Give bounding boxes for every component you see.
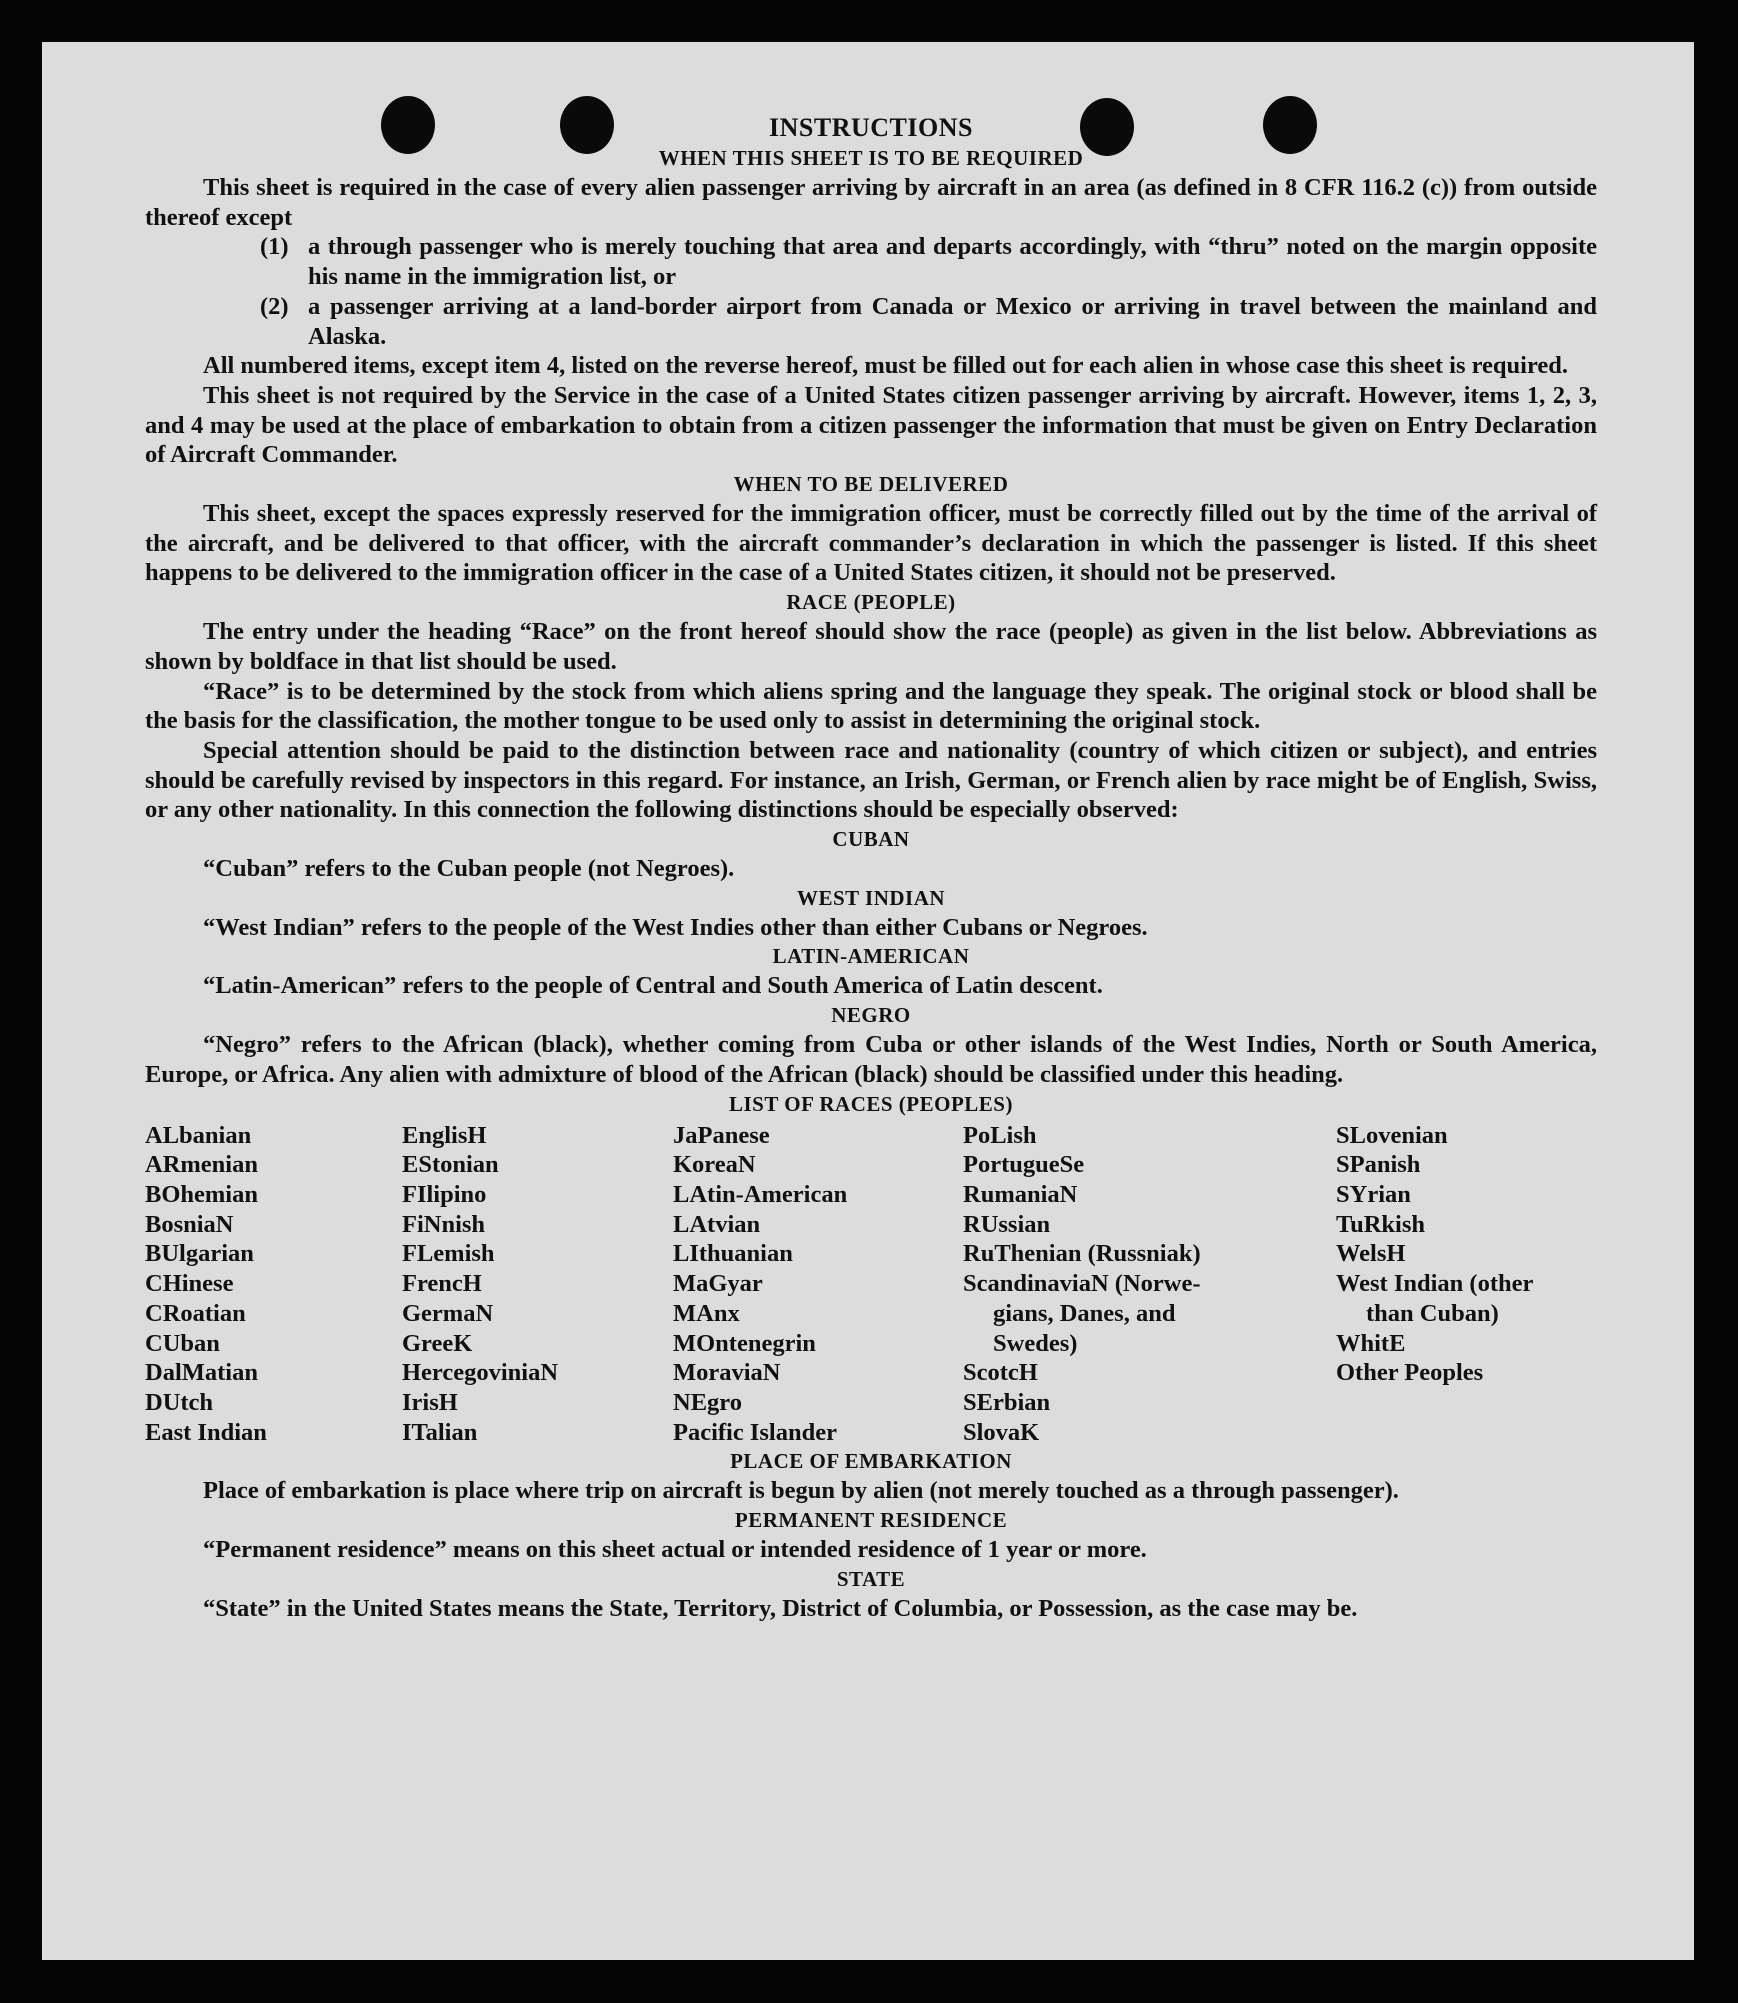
race-entry: BosniaN bbox=[145, 1210, 234, 1238]
paragraph: “Permanent residence” means on this sheet actual or intended residence of 1 year or more. bbox=[203, 1536, 1147, 1564]
paragraph: This sheet is required in the case of every alien passenger arriving by aircraft in an area (as defined in 8 CFR 116.2 (c)) from outside thereof except bbox=[145, 174, 1597, 231]
race-entry: RumaniaN bbox=[963, 1180, 1078, 1208]
section-heading: PLACE OF EMBARKATION bbox=[730, 1449, 1012, 1474]
race-entry: JaPanese bbox=[673, 1121, 770, 1149]
paragraph: “Negro” refers to the African (black), whether coming from Cuba or other islands of the West Indies, North or South America, Europe, or Africa. Any alien with admixture of blood of the African (black) should be classified under this heading. bbox=[145, 1031, 1597, 1088]
race-entry: CHinese bbox=[145, 1270, 234, 1298]
race-entry: than Cuban) bbox=[1366, 1299, 1499, 1327]
race-entry: IrisH bbox=[402, 1388, 458, 1416]
race-entry: FLemish bbox=[402, 1240, 495, 1268]
paragraph: All numbered items, except item 4, listed on the reverse hereof, must be filled out for each alien in whose case this sheet is required. bbox=[203, 352, 1569, 380]
section-heading: RACE (PEOPLE) bbox=[786, 590, 956, 615]
paragraph: “Race” is to be determined by the stock from which aliens spring and the language they speak. The original stock or blood shall be the basis for the classification, the mother tongue to be used only to assist in determining the original stock. bbox=[145, 677, 1597, 735]
race-entry: ScotcH bbox=[963, 1359, 1038, 1387]
race-entry: PoLish bbox=[963, 1121, 1037, 1149]
races-column bbox=[402, 1121, 673, 1448]
section-heading: LIST OF RACES (PEOPLES) bbox=[729, 1091, 1013, 1116]
race-entry: BUlgarian bbox=[145, 1240, 254, 1268]
race-entry: NEgro bbox=[673, 1388, 742, 1416]
race-entry: ALbanian bbox=[145, 1121, 252, 1149]
race-entry: SPanish bbox=[1336, 1151, 1421, 1179]
race-entry: CUban bbox=[145, 1329, 220, 1357]
section-heading: CUBAN bbox=[832, 827, 910, 852]
race-entry: GermaN bbox=[402, 1299, 494, 1327]
race-entry: MaGyar bbox=[673, 1270, 763, 1298]
race-entry: CRoatian bbox=[145, 1299, 246, 1327]
race-entry: ARmenian bbox=[145, 1151, 258, 1179]
item-text: a passenger arriving at a land-border airport from Canada or Mexico or arriving in travel between the mainland and Alaska. bbox=[308, 292, 1597, 350]
race-entry: EnglisH bbox=[402, 1121, 487, 1149]
race-entry: FrencH bbox=[402, 1270, 482, 1298]
race-entry: DUtch bbox=[145, 1388, 214, 1416]
race-entry: LAtvian bbox=[673, 1210, 761, 1238]
race-entry: LIthuanian bbox=[673, 1240, 793, 1268]
race-entry: SErbian bbox=[963, 1388, 1051, 1416]
race-entry: LAtin-American bbox=[673, 1180, 848, 1208]
race-entry: MOntenegrin bbox=[673, 1329, 816, 1357]
race-entry: WhitE bbox=[1336, 1329, 1406, 1357]
paragraph: “Latin-American” refers to the people of Central and South America of Latin descent. bbox=[203, 972, 1103, 1000]
race-entry: TuRkish bbox=[1336, 1210, 1426, 1238]
race-entry: FIlipino bbox=[402, 1180, 487, 1208]
item-number: (2) bbox=[260, 292, 289, 320]
section-heading: WHEN THIS SHEET IS TO BE REQUIRED bbox=[658, 146, 1084, 170]
races-column bbox=[145, 1121, 402, 1448]
paragraph: “Cuban” refers to the Cuban people (not Negroes). bbox=[203, 855, 735, 883]
race-entry: MoraviaN bbox=[673, 1359, 781, 1387]
race-entry: ITalian bbox=[402, 1418, 478, 1446]
races-column bbox=[963, 1121, 1336, 1448]
list-item bbox=[260, 232, 1597, 291]
race-entry: SlovaK bbox=[963, 1418, 1040, 1446]
race-entry: West Indian (other bbox=[1336, 1270, 1534, 1298]
section-heading: LATIN-AMERICAN bbox=[772, 944, 970, 969]
paragraph: The entry under the heading “Race” on the front hereof should show the race (people) as given in the list below. Abbreviations as shown by boldface in that list should be used. bbox=[145, 618, 1597, 675]
race-entry: WelsH bbox=[1336, 1240, 1406, 1268]
paragraph: “State” in the United States means the State, Territory, District of Columbia, or Possession, as the case may be. bbox=[203, 1594, 1358, 1622]
race-entry: GreeK bbox=[402, 1329, 473, 1357]
item-number: (1) bbox=[260, 233, 289, 261]
race-entry: Other Peoples bbox=[1336, 1359, 1484, 1387]
races-list bbox=[145, 1121, 1597, 1448]
race-entry: KoreaN bbox=[673, 1151, 756, 1179]
race-entry: MAnx bbox=[673, 1299, 740, 1327]
race-entry: DalMatian bbox=[145, 1359, 258, 1387]
race-entry: HercegoviniaN bbox=[402, 1359, 559, 1387]
race-entry: gians, Danes, and bbox=[993, 1299, 1176, 1327]
paragraph: Place of embarkation is place where trip on aircraft is begun by alien (not merely touched as a through passenger). bbox=[203, 1477, 1399, 1505]
race-entry: East Indian bbox=[145, 1418, 267, 1446]
list-item bbox=[260, 292, 1597, 351]
race-entry: EStonian bbox=[402, 1151, 499, 1179]
section-heading: WHEN TO BE DELIVERED bbox=[733, 472, 1009, 497]
section-heading: WEST INDIAN bbox=[796, 885, 946, 910]
item-text: a through passenger who is merely touching that area and departs accordingly, with “thru” noted on the margin opposite his name in the immigration list, or bbox=[308, 233, 1597, 291]
race-entry: BOhemian bbox=[145, 1180, 258, 1208]
instructions-body bbox=[145, 112, 1597, 1623]
races-column bbox=[673, 1121, 963, 1448]
page-title: INSTRUCTIONS bbox=[769, 113, 973, 142]
section-heading: STATE bbox=[836, 1566, 906, 1591]
section-heading: NEGRO bbox=[831, 1003, 911, 1028]
race-entry: PortugueSe bbox=[963, 1151, 1085, 1179]
paragraph: This sheet, except the spaces expressly reserved for the immigration officer, must be correctly filled out by the time of the arrival of the aircraft, and be delivered to that officer, with the aircraft commander’s declaration in which the passenger is listed. If this sheet happens to be delivered to the immigration officer in the case of a United States citizen, it should not be preserved. bbox=[145, 500, 1597, 587]
race-entry: Pacific Islander bbox=[673, 1418, 837, 1446]
races-column bbox=[1336, 1121, 1597, 1448]
race-entry: SYrian bbox=[1336, 1180, 1411, 1208]
race-entry: RuThenian (Russniak) bbox=[963, 1240, 1201, 1268]
race-entry: RUssian bbox=[963, 1210, 1051, 1238]
race-entry: ScandinaviaN (Norwe- bbox=[963, 1270, 1201, 1298]
race-entry: Swedes) bbox=[993, 1329, 1078, 1357]
paragraph: This sheet is not required by the Service in the case of a United States citizen passenger arriving by aircraft. However, items 1, 2, 3, and 4 may be used at the place of embarkation to obtain from a citizen passenger the information that must be given on Entry Declaration of Aircraft Commander. bbox=[145, 381, 1597, 469]
race-entry: SLovenian bbox=[1336, 1121, 1448, 1149]
race-entry: FiNnish bbox=[402, 1210, 486, 1238]
paragraph: Special attention should be paid to the distinction between race and nationality (country of which citizen or subject), and entries should be carefully revised by inspectors in this regard. For instance, an Irish, German, or French alien by race might be of English, Swiss, or any other nationality. In this connection the following distinctions should be especially observed: bbox=[145, 736, 1597, 824]
paragraph: “West Indian” refers to the people of the West Indies other than either Cubans or Negroes. bbox=[203, 913, 1148, 941]
section-heading: PERMANENT RESIDENCE bbox=[734, 1508, 1008, 1533]
